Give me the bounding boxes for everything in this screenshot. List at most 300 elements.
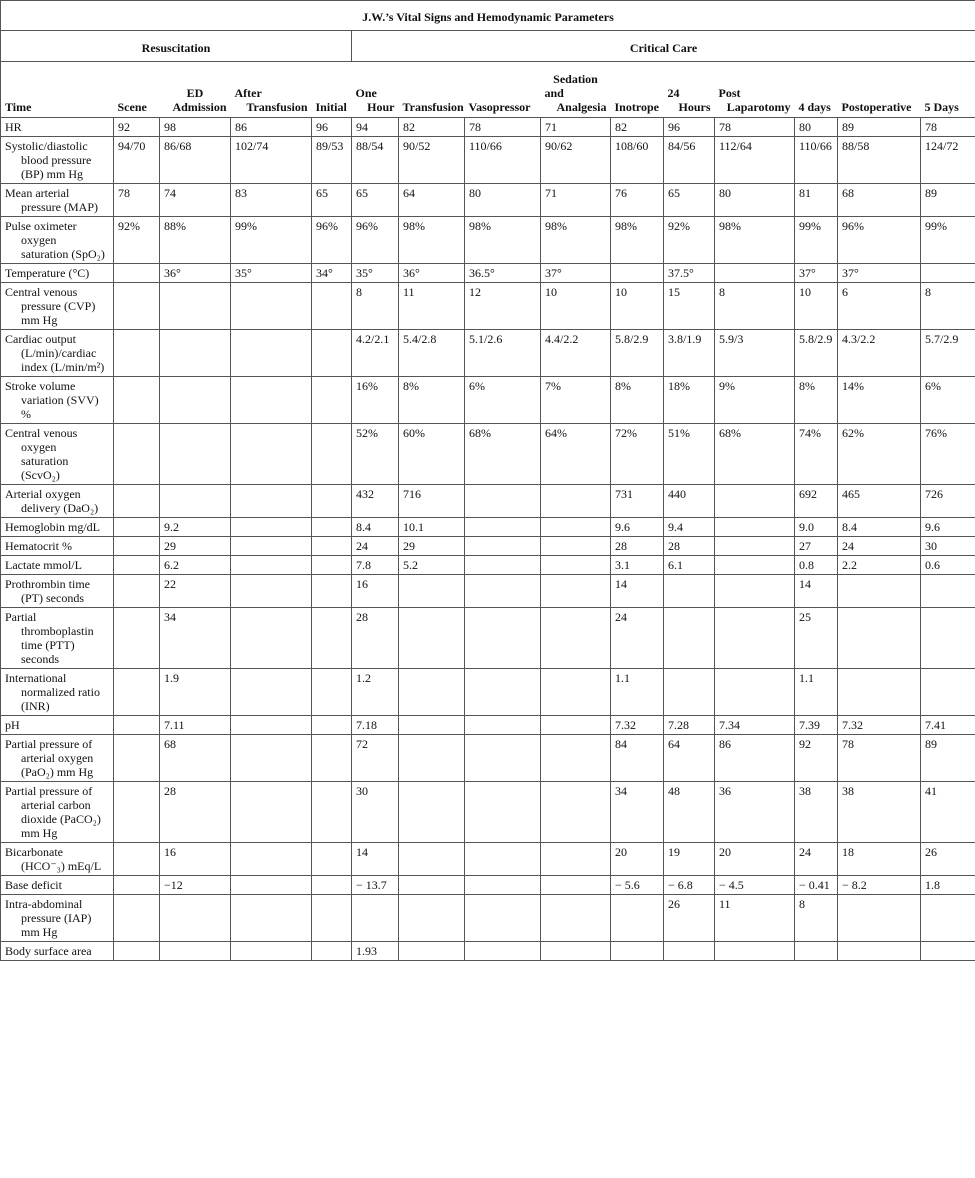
parameter-label: [1, 537, 114, 556]
table-cell: 92: [114, 118, 160, 137]
table-cell: 82: [399, 118, 465, 137]
table-cell: − 6.8: [664, 876, 715, 895]
table-cell: 35°: [352, 264, 399, 283]
table-cell: [231, 608, 312, 669]
table-cell: [160, 895, 231, 942]
table-cell: [312, 716, 352, 735]
column-header: [715, 62, 795, 118]
parameter-label-line: Pulse oximeter: [5, 219, 77, 233]
table-row: [1, 669, 975, 716]
table-cell: [312, 669, 352, 716]
column-header-line: After: [234, 86, 262, 100]
table-cell: 34: [160, 608, 231, 669]
table-cell: [541, 942, 611, 961]
parameter-label-line: seconds: [21, 652, 59, 666]
table-row: [1, 485, 975, 518]
parameter-label-line: saturation: [21, 454, 69, 468]
parameter-label-line: pH: [5, 718, 20, 732]
parameter-label: [1, 669, 114, 716]
table-cell: [399, 575, 465, 608]
table-cell: [715, 556, 795, 575]
table-cell: 8%: [399, 377, 465, 424]
table-cell: [399, 843, 465, 876]
table-cell: [921, 608, 975, 669]
parameter-label-line: HR: [5, 120, 22, 134]
table-cell: 16%: [352, 377, 399, 424]
column-header-row: [1, 62, 975, 118]
table-cell: [541, 895, 611, 942]
table-cell: [114, 377, 160, 424]
table-cell: [465, 876, 541, 895]
parameter-label-line: (PaO₂) mm Hg: [21, 765, 94, 779]
table-cell: [312, 283, 352, 330]
table-cell: 112/64: [715, 137, 795, 184]
table-cell: [114, 537, 160, 556]
parameter-label: [1, 782, 114, 843]
parameter-label-line: Stroke volume: [5, 379, 76, 393]
table-cell: 89/53: [312, 137, 352, 184]
table-cell: 14: [352, 843, 399, 876]
table-cell: 692: [795, 485, 838, 518]
table-row: [1, 283, 975, 330]
table-cell: [231, 876, 312, 895]
table-row: [1, 716, 975, 735]
table-cell: [231, 283, 312, 330]
parameter-label-line: Prothrombin time: [5, 577, 90, 591]
table-cell: 83: [231, 184, 312, 217]
table-cell: [921, 575, 975, 608]
table-cell: [114, 330, 160, 377]
table-cell: [399, 782, 465, 843]
table-cell: 89: [921, 735, 975, 782]
table-cell: 5.4/2.8: [399, 330, 465, 377]
table-cell: 14%: [838, 377, 921, 424]
parameter-label-line: Cardiac output: [5, 332, 76, 346]
table-cell: 10: [611, 283, 664, 330]
column-header: [541, 62, 611, 118]
table-cell: 7.8: [352, 556, 399, 575]
table-cell: 9.2: [160, 518, 231, 537]
table-cell: [231, 735, 312, 782]
table-cell: [664, 669, 715, 716]
table-cell: [715, 264, 795, 283]
table-cell: [399, 942, 465, 961]
table-cell: 8: [715, 283, 795, 330]
table-cell: 28: [611, 537, 664, 556]
table-cell: [611, 264, 664, 283]
table-cell: [114, 716, 160, 735]
table-cell: [541, 575, 611, 608]
table-cell: 6: [838, 283, 921, 330]
table-cell: [541, 716, 611, 735]
column-header-line: Time: [5, 100, 32, 114]
parameter-label-line: Hemoglobin mg/dL: [5, 520, 100, 534]
parameter-label: [1, 283, 114, 330]
parameter-label-line: %: [21, 407, 31, 421]
parameter-label-line: normalized ratio: [21, 685, 100, 699]
table-cell: [160, 485, 231, 518]
parameter-label-line: mm Hg: [21, 313, 58, 327]
table-row: [1, 264, 975, 283]
table-cell: 14: [795, 575, 838, 608]
parameter-label: [1, 424, 114, 485]
table-cell: 72%: [611, 424, 664, 485]
column-header: [352, 62, 399, 118]
parameter-label: [1, 895, 114, 942]
table-cell: 716: [399, 485, 465, 518]
table-cell: 465: [838, 485, 921, 518]
parameter-label-line: time (PTT): [21, 638, 75, 652]
table-cell: 37°: [838, 264, 921, 283]
table-cell: 88/58: [838, 137, 921, 184]
table-cell: [611, 942, 664, 961]
column-header: [795, 62, 838, 118]
parameter-label-line: saturation (SpO₂): [21, 247, 105, 261]
table-cell: [715, 942, 795, 961]
parameter-label: [1, 518, 114, 537]
table-cell: 4.4/2.2: [541, 330, 611, 377]
table-cell: [114, 283, 160, 330]
table-cell: 8.4: [838, 518, 921, 537]
table-cell: 96: [664, 118, 715, 137]
table-cell: 10.1: [399, 518, 465, 537]
table-cell: [541, 876, 611, 895]
column-header-line: Vasopressor: [468, 100, 531, 114]
table-cell: 80: [795, 118, 838, 137]
table-cell: [312, 518, 352, 537]
table-row: [1, 537, 975, 556]
table-cell: 65: [664, 184, 715, 217]
table-cell: [664, 608, 715, 669]
table-cell: [465, 895, 541, 942]
table-cell: 84: [611, 735, 664, 782]
parameter-label-line: Intra-abdominal: [5, 897, 83, 911]
table-cell: 41: [921, 782, 975, 843]
parameter-label-line: blood pressure: [21, 153, 92, 167]
column-header-line: One: [355, 86, 377, 100]
column-header-line: Analgesia: [556, 100, 607, 114]
table-cell: 88/54: [352, 137, 399, 184]
parameter-label-line: thromboplastin: [21, 624, 94, 638]
phase-critical-care: Critical Care: [352, 31, 975, 62]
column-header-line: Transfusion: [402, 100, 464, 114]
parameter-label-line: (L/min)/cardiac: [21, 346, 97, 360]
parameter-label-line: Body surface area: [5, 944, 92, 958]
table-cell: 76: [611, 184, 664, 217]
column-header-line: Transfusion: [246, 100, 308, 114]
table-cell: − 13.7: [352, 876, 399, 895]
table-cell: [465, 782, 541, 843]
table-cell: 28: [160, 782, 231, 843]
parameter-label-line: pressure (CVP): [21, 299, 96, 313]
table-cell: [465, 716, 541, 735]
table-cell: 22: [160, 575, 231, 608]
parameter-label-line: (HCO⁻₃) mEq/L: [21, 859, 102, 873]
parameter-label: [1, 843, 114, 876]
table-cell: [312, 608, 352, 669]
table-cell: 96%: [352, 217, 399, 264]
table-cell: − 5.6: [611, 876, 664, 895]
parameter-label-line: Mean arterial: [5, 186, 70, 200]
table-cell: 24: [611, 608, 664, 669]
table-cell: [114, 264, 160, 283]
column-header-line: 24: [667, 86, 680, 100]
table-cell: [541, 608, 611, 669]
table-cell: 108/60: [611, 137, 664, 184]
table-cell: [114, 518, 160, 537]
table-cell: [312, 330, 352, 377]
table-cell: [312, 942, 352, 961]
table-cell: 86: [715, 735, 795, 782]
table-cell: 68%: [715, 424, 795, 485]
table-cell: [312, 377, 352, 424]
table-cell: 102/74: [231, 137, 312, 184]
table-cell: [921, 895, 975, 942]
table-cell: 86: [231, 118, 312, 137]
table-cell: 26: [664, 895, 715, 942]
table-cell: [465, 608, 541, 669]
table-cell: 84/56: [664, 137, 715, 184]
parameter-label: [1, 264, 114, 283]
parameter-label-line: arterial carbon: [21, 798, 91, 812]
table-cell: [465, 537, 541, 556]
table-cell: [838, 608, 921, 669]
table-cell: 1.93: [352, 942, 399, 961]
table-cell: 24: [795, 843, 838, 876]
table-cell: [231, 537, 312, 556]
table-cell: [399, 876, 465, 895]
table-cell: 51%: [664, 424, 715, 485]
table-cell: 2.2: [838, 556, 921, 575]
table-cell: 98%: [611, 217, 664, 264]
table-cell: [399, 895, 465, 942]
table-cell: 35°: [231, 264, 312, 283]
table-cell: 5.1/2.6: [465, 330, 541, 377]
table-cell: 18%: [664, 377, 715, 424]
table-cell: 7.32: [611, 716, 664, 735]
table-cell: [465, 735, 541, 782]
column-header-line: Post: [718, 86, 741, 100]
parameter-label-line: mm Hg: [21, 925, 58, 939]
table-cell: 9.4: [664, 518, 715, 537]
column-header-line: 4 days: [798, 100, 831, 114]
table-row: [1, 118, 975, 137]
table-cell: 34: [611, 782, 664, 843]
table-cell: 24: [838, 537, 921, 556]
table-cell: 27: [795, 537, 838, 556]
parameter-label: [1, 942, 114, 961]
table-cell: [160, 424, 231, 485]
table-cell: 7.34: [715, 716, 795, 735]
table-cell: 124/72: [921, 137, 975, 184]
table-cell: [715, 537, 795, 556]
column-header-line: and: [544, 86, 564, 100]
table-cell: 12: [465, 283, 541, 330]
table-cell: 9.6: [921, 518, 975, 537]
table-cell: [312, 735, 352, 782]
column-header: [664, 62, 715, 118]
table-cell: 36: [715, 782, 795, 843]
table-cell: 86/68: [160, 137, 231, 184]
table-cell: [465, 485, 541, 518]
table-cell: [664, 575, 715, 608]
table-cell: [231, 669, 312, 716]
table-cell: [541, 537, 611, 556]
table-cell: [312, 895, 352, 942]
table-cell: 68: [838, 184, 921, 217]
table-cell: [541, 782, 611, 843]
table-cell: 78: [715, 118, 795, 137]
table-cell: [231, 518, 312, 537]
table-cell: 76%: [921, 424, 975, 485]
column-header: [312, 62, 352, 118]
table-cell: 98: [160, 118, 231, 137]
parameter-label: [1, 330, 114, 377]
table-cell: [541, 669, 611, 716]
parameter-label: [1, 735, 114, 782]
table-cell: 8: [921, 283, 975, 330]
table-cell: 440: [664, 485, 715, 518]
table-cell: 8%: [611, 377, 664, 424]
table-cell: 8: [795, 895, 838, 942]
table-cell: 90/52: [399, 137, 465, 184]
table-cell: 29: [399, 537, 465, 556]
parameter-label-line: Systolic/diastolic: [5, 139, 88, 153]
table-cell: 1.1: [795, 669, 838, 716]
parameter-label-line: pressure (IAP): [21, 911, 92, 925]
table-cell: 92: [795, 735, 838, 782]
table-cell: 731: [611, 485, 664, 518]
table-cell: [541, 843, 611, 876]
column-header-line: Laparotomy: [726, 100, 791, 114]
parameter-label-line: dioxide (PaCO₂): [21, 812, 101, 826]
table-cell: 14: [611, 575, 664, 608]
table-cell: [231, 575, 312, 608]
table-cell: [312, 537, 352, 556]
column-header-line: Initial: [315, 100, 347, 114]
table-body: [1, 118, 975, 961]
parameter-label-line: (INR): [21, 699, 50, 713]
table-cell: 24: [352, 537, 399, 556]
table-cell: 7.39: [795, 716, 838, 735]
table-cell: 80: [715, 184, 795, 217]
parameter-label-line: oxygen: [21, 440, 57, 454]
table-cell: −12: [160, 876, 231, 895]
table-row: [1, 895, 975, 942]
table-cell: 65: [312, 184, 352, 217]
table-cell: 5.7/2.9: [921, 330, 975, 377]
table-cell: 3.1: [611, 556, 664, 575]
table-cell: [160, 377, 231, 424]
table-cell: 18: [838, 843, 921, 876]
parameter-label: [1, 556, 114, 575]
table-cell: [231, 716, 312, 735]
table-cell: 7.41: [921, 716, 975, 735]
table-cell: 26: [921, 843, 975, 876]
table-cell: 78: [465, 118, 541, 137]
parameter-label-line: Partial pressure of: [5, 784, 93, 798]
table-cell: [465, 575, 541, 608]
column-header: [160, 62, 231, 118]
table-cell: [399, 735, 465, 782]
table-cell: 96%: [312, 217, 352, 264]
table-cell: [114, 424, 160, 485]
table-cell: [465, 843, 541, 876]
table-cell: 5.8/2.9: [795, 330, 838, 377]
parameter-label-line: delivery (DaO₂): [21, 501, 99, 515]
parameter-label: [1, 485, 114, 518]
parameter-label-line: Base deficit: [5, 878, 62, 892]
table-cell: 9%: [715, 377, 795, 424]
table-cell: 110/66: [465, 137, 541, 184]
table-cell: 78: [838, 735, 921, 782]
phase-resuscitation: Resuscitation: [1, 31, 352, 62]
table-cell: 9.0: [795, 518, 838, 537]
column-header: [114, 62, 160, 118]
table-row: [1, 137, 975, 184]
table-row: [1, 942, 975, 961]
table-cell: [541, 518, 611, 537]
table-cell: 8: [352, 283, 399, 330]
table-cell: 4.2/2.1: [352, 330, 399, 377]
table-cell: 99%: [795, 217, 838, 264]
table-cell: 37°: [795, 264, 838, 283]
table-cell: 65: [352, 184, 399, 217]
table-cell: [231, 556, 312, 575]
table-cell: 90/62: [541, 137, 611, 184]
table-cell: 52%: [352, 424, 399, 485]
table-cell: [921, 669, 975, 716]
table-cell: [838, 575, 921, 608]
table-cell: 82: [611, 118, 664, 137]
column-header-line: Sedation: [553, 72, 598, 86]
table-cell: [312, 556, 352, 575]
table-cell: 6.1: [664, 556, 715, 575]
table-cell: 94: [352, 118, 399, 137]
table-cell: 5.8/2.9: [611, 330, 664, 377]
table-cell: 20: [611, 843, 664, 876]
table-cell: 726: [921, 485, 975, 518]
parameter-label-line: oxygen: [21, 233, 57, 247]
table-cell: [160, 330, 231, 377]
table-cell: [114, 669, 160, 716]
table-cell: [715, 518, 795, 537]
table-cell: 98%: [541, 217, 611, 264]
table-cell: 1.1: [611, 669, 664, 716]
parameter-label-line: International: [5, 671, 67, 685]
table-cell: 1.2: [352, 669, 399, 716]
table-cell: [795, 942, 838, 961]
parameter-label-line: Hematocrit %: [5, 539, 72, 553]
table-cell: 98%: [399, 217, 465, 264]
parameter-label-line: Bicarbonate: [5, 845, 63, 859]
table-cell: [114, 608, 160, 669]
table-cell: 36.5°: [465, 264, 541, 283]
parameter-label: [1, 608, 114, 669]
table-cell: 98%: [465, 217, 541, 264]
column-header: [611, 62, 664, 118]
table-cell: 80: [465, 184, 541, 217]
parameter-label-line: pressure (MAP): [21, 200, 98, 214]
column-header-line: Scene: [117, 100, 147, 114]
table-cell: [611, 895, 664, 942]
table-cell: 9.6: [611, 518, 664, 537]
table-cell: 96: [312, 118, 352, 137]
table-row: [1, 843, 975, 876]
table-row: [1, 575, 975, 608]
table-cell: 38: [838, 782, 921, 843]
table-cell: 64%: [541, 424, 611, 485]
